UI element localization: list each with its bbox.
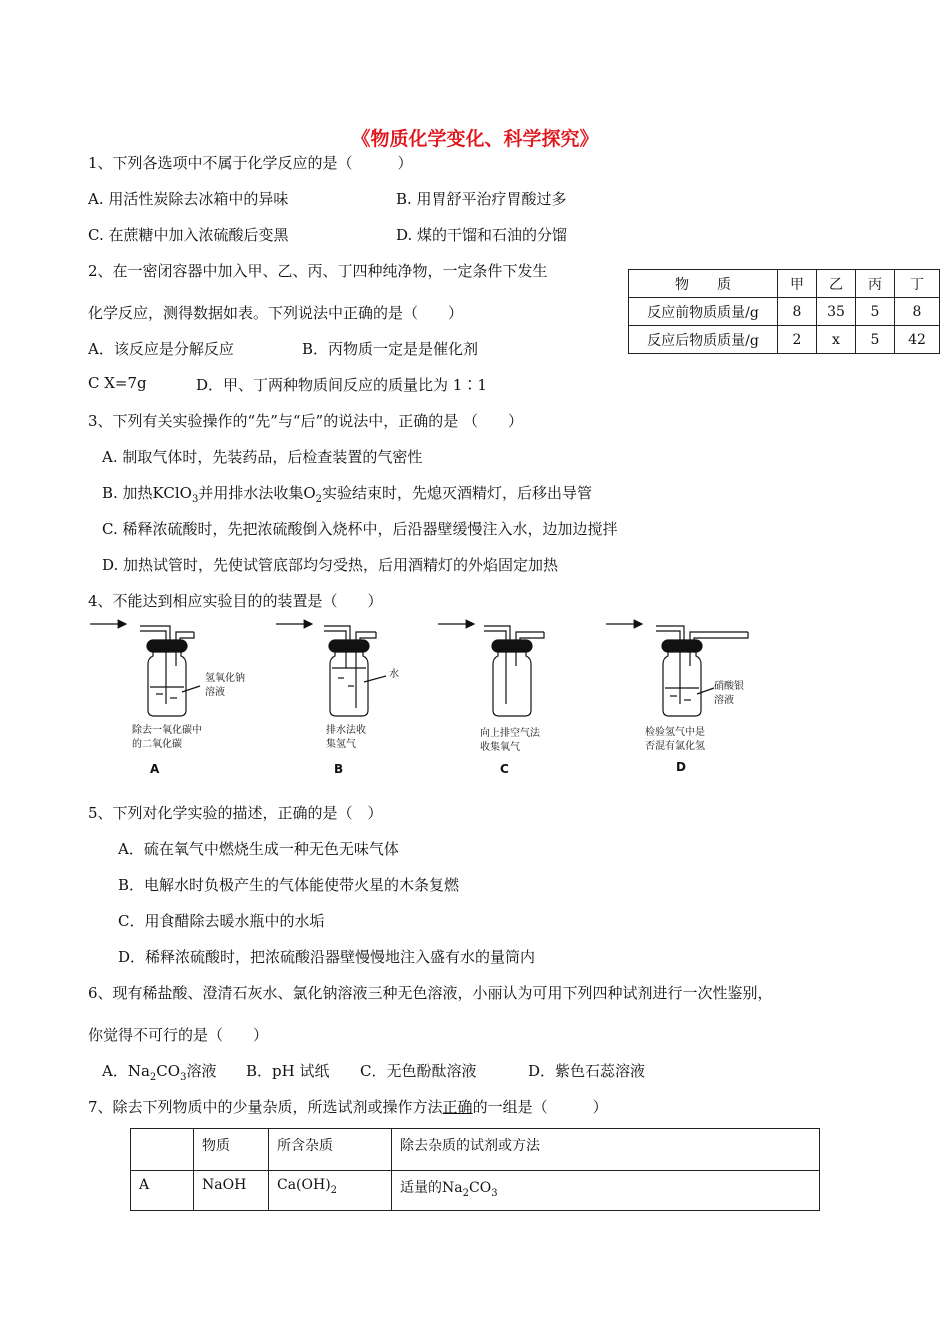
table-cell: 8 — [778, 298, 817, 326]
q3-option-c: C. 稀释浓硫酸时，先把浓硫酸倒入烧杯中，后沿器壁缓慢注入水，边加边搅拌 — [102, 520, 618, 538]
apparatus-b-reagent: 水 — [389, 669, 399, 680]
table-header-cell: 甲 — [778, 270, 817, 298]
q6-option-c: C．无色酚酞溶液 — [360, 1062, 477, 1080]
table-header-cell: 物质 — [194, 1129, 269, 1171]
q6-stem-line1: 6、现有稀盐酸、澄清石灰水、氯化钠溶液三种无色溶液，小丽认为可用下列四种试剂进行一次性鉴别， — [88, 984, 773, 1002]
apparatus-c-caption: 向上排空气法 收集氧气 — [480, 728, 540, 753]
table-cell: 5 — [856, 326, 895, 354]
q6-stem-line2: 你觉得不可行的是（ ） — [88, 1026, 269, 1044]
apparatus-b-caption: 排水法收 集氢气 — [326, 725, 366, 750]
table-cell: A — [131, 1171, 194, 1211]
table-cell: 2 — [778, 326, 817, 354]
table-cell: NaOH — [194, 1171, 269, 1211]
q2-option-d: D．甲、丁两种物质间反应的质量比为 1∶1 — [196, 376, 487, 394]
q5-option-b: B．电解水时负极产生的气体能使带火星的木条复燃 — [118, 876, 460, 894]
mass-data-table — [628, 269, 940, 354]
q2-option-b: B．丙物质一定是是催化剂 — [302, 340, 479, 358]
table-cell: x — [817, 326, 856, 354]
table-header-cell — [131, 1129, 194, 1171]
q6-option-a: A．$Na_2CO_3$溶液 — [102, 1062, 217, 1083]
page-title: 《物质化学变化、科学探究》 — [351, 128, 599, 150]
q3-option-d: D. 加热试管时，先使试管底部均匀受热，后用酒精灯的外焰固定加热 — [102, 556, 559, 574]
q1-stem: 1、下列各选项中不属于化学反应的是（ ） — [88, 154, 413, 172]
table-row — [629, 298, 940, 326]
q2-option-a: A．该反应是分解反应 — [88, 340, 234, 358]
q5-option-c: C．用食醋除去暖水瓶中的水垢 — [118, 912, 325, 930]
table-row — [629, 326, 940, 354]
q5-option-a: A．硫在氧气中燃烧生成一种无色无味气体 — [118, 840, 399, 858]
q4-stem: 4、不能达到相应实验目的的装置是（ ） — [88, 592, 383, 610]
apparatus-d-reagent: 硝酸银 溶液 — [714, 681, 744, 706]
q1-option-c: C. 在蔗糖中加入浓硫酸后变黑 — [88, 226, 289, 244]
q5-stem: 5、下列对化学实验的描述，正确的是（ ） — [88, 804, 383, 822]
apparatus-c — [438, 624, 544, 716]
impurity-table — [130, 1128, 820, 1211]
q1-option-b: B. 用胃舒平治疗胃酸过多 — [396, 190, 567, 208]
apparatus-b — [276, 624, 386, 716]
q2-stem-line1: 2、在一密闭容器中加入甲、乙、丙、丁四种纯净物，一定条件下发生 — [88, 262, 548, 280]
table-header-cell: 丁 — [895, 270, 940, 298]
apparatus-d-letter: D — [676, 760, 686, 774]
table-header-row — [629, 270, 940, 298]
table-header-row — [131, 1129, 820, 1171]
apparatus-a — [90, 624, 200, 716]
table-cell: 42 — [895, 326, 940, 354]
q1-option-d: D. 煤的干馏和石油的分馏 — [396, 226, 568, 244]
q5-option-d: D．稀释浓硫酸时，把浓硫酸沿器壁慢慢地注入盛有水的量筒内 — [118, 948, 536, 966]
apparatus-d-caption: 检验氢气中是 否混有氯化氢 — [645, 727, 705, 752]
q1-option-a: A. 用活性炭除去冰箱中的异味 — [88, 190, 289, 208]
table-cell: 8 — [895, 298, 940, 326]
table-cell: 反应前物质质量/g — [629, 298, 778, 326]
apparatus-a-caption: 除去一氧化碳中 的二氧化碳 — [132, 725, 202, 750]
table-cell: 反应后物质质量/g — [629, 326, 778, 354]
apparatus-b-letter: B — [334, 762, 344, 776]
table-header-cell: 所含杂质 — [269, 1129, 392, 1171]
q3-option-b: B. 加热KClO$_3$并用排水法收集$O_2$实验结束时，先熄灭酒精灯，后移出导管 — [102, 484, 593, 505]
apparatus-a-reagent: 氢氧化钠 溶液 — [205, 673, 245, 698]
table-cell: $Ca(OH)_2$ — [269, 1171, 392, 1211]
q3-stem: 3、下列有关实验操作的“先”与“后”的说法中，正确的是 （ ） — [88, 412, 523, 430]
table-header-cell: 丙 — [856, 270, 895, 298]
q6-option-b: B．pH 试纸 — [246, 1062, 330, 1080]
apparatus-diagrams — [80, 612, 780, 787]
q2-option-c: C X=7g — [88, 374, 147, 392]
q3-option-a: A. 制取气体时，先装药品，后检查装置的气密性 — [102, 448, 423, 466]
table-row — [131, 1171, 820, 1211]
table-cell: 适量的$Na_2CO_3$ — [392, 1171, 820, 1211]
q6-option-d: D．紫色石蕊溶液 — [528, 1062, 646, 1080]
table-cell: 35 — [817, 298, 856, 326]
apparatus-a-letter: A — [150, 762, 160, 776]
apparatus-c-letter: C — [500, 762, 509, 776]
table-header-cell: 物 质 — [629, 270, 778, 298]
table-cell: 5 — [856, 298, 895, 326]
q2-stem-line2: 化学反应，测得数据如表。下列说法中正确的是（ ） — [88, 304, 464, 322]
table-header-cell: 乙 — [817, 270, 856, 298]
q7-stem: 7、除去下列物质中的少量杂质，所选试剂或操作方法正确的一组是（ ） — [88, 1098, 608, 1116]
table-header-cell: 除去杂质的试剂或方法 — [392, 1129, 820, 1171]
